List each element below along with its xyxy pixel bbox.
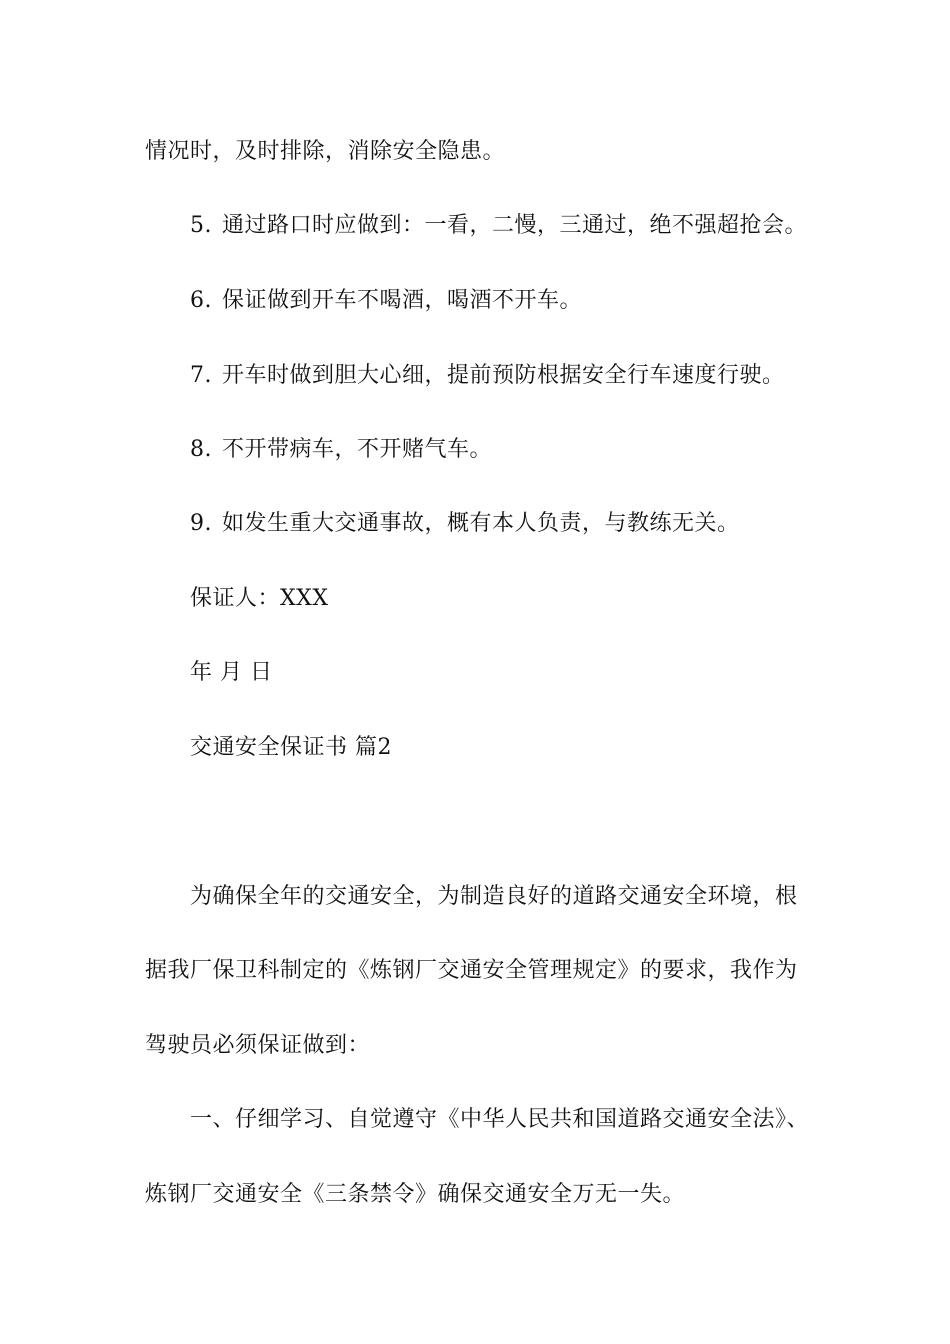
paragraph-line: 为确保全年的交通安全，为制造良好的道路交通安全环境，根 [190, 884, 798, 909]
item-text: 不开带病车，不开赌气车。 [222, 437, 493, 462]
item-number: 9. [190, 511, 212, 536]
item-text: 开车时做到胆大心细，提前预防根据安全行车速度行驶。 [222, 363, 785, 388]
guarantor-line: 保证人：XXX [190, 586, 329, 611]
list-item-6 [190, 285, 582, 317]
paragraph-line: 据我厂保卫科制定的《炼钢厂交通安全管理规定》的要求，我作为 [145, 958, 798, 983]
item-text: 保证做到开车不喝酒，喝酒不开车。 [222, 288, 583, 313]
paragraph-line: 一、仔细学习、自觉遵守《中华人民共和国道路交通安全法》、 [190, 1107, 810, 1132]
continuation-line: 情况时，及时排除，消除安全隐患。 [145, 139, 506, 164]
paragraph-line: 驾驶员必须保证做到： [145, 1033, 371, 1058]
list-item-7 [190, 360, 785, 392]
item-number: 6. [190, 288, 212, 313]
section-title: 交通安全保证书 篇2 [190, 735, 392, 760]
item-number: 7. [190, 363, 212, 388]
paragraph-line: 炼钢厂交通安全《三条禁令》确保交通安全万无一失。 [145, 1182, 686, 1207]
item-text: 如发生重大交通事故，概有本人负责，与教练无关。 [222, 511, 740, 536]
date-line: 年 月 日 [190, 660, 273, 685]
item-number: 8. [190, 437, 212, 462]
list-item-5 [190, 210, 807, 242]
item-number: 5. [190, 213, 212, 238]
list-item-8 [190, 434, 492, 466]
item-text: 通过路口时应做到：一看，二慢，三通过，绝不强超抢会。 [222, 213, 808, 238]
list-item-9 [190, 508, 740, 540]
